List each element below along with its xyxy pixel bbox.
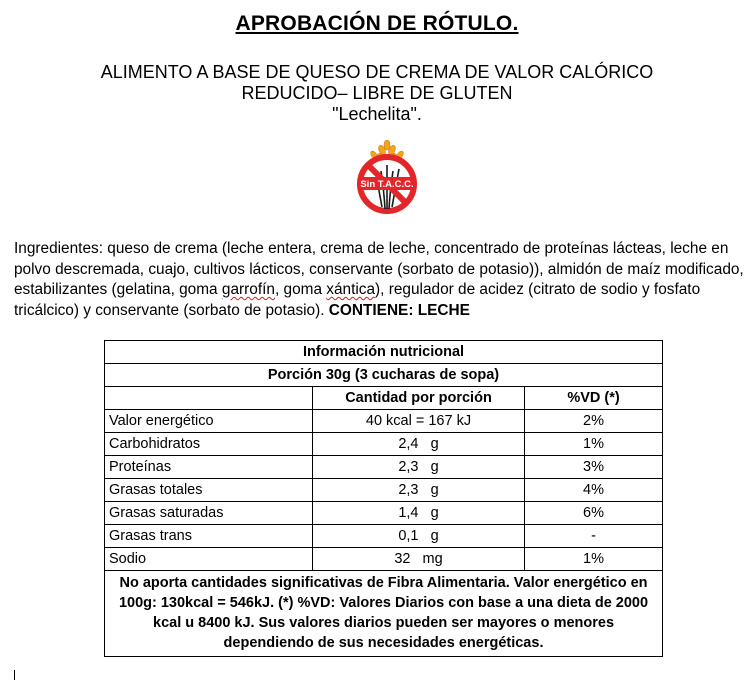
allergen-statement: CONTIENE: LECHE	[328, 301, 470, 319]
subtitle-line-2: REDUCIDO– LIBRE DE GLUTEN	[241, 83, 513, 103]
nutrient-name: Grasas trans	[105, 525, 313, 548]
nutrient-name: Carbohidratos	[105, 433, 313, 456]
nutrient-vd: -	[525, 525, 663, 548]
nutrient-vd: 2%	[525, 410, 663, 433]
column-header-amount: Cantidad por porción	[313, 387, 525, 410]
table-row	[105, 410, 663, 433]
nutrient-name: Valor energético	[105, 410, 313, 433]
ingredients-text-1: Ingredientes: queso de crema (leche entera, crema de leche, concentrado de proteínas lácteas, leche en polvo descremada, cuajo, cultivos lácticos, conservante (sorbato de potasio)), almidón de maíz modificado, estabilizantes (gelatina, goma	[14, 240, 744, 298]
wheat-crossed-icon	[355, 137, 419, 217]
table-row	[105, 433, 663, 456]
table-row	[105, 548, 663, 571]
ingredients-word-garrofin: garrofín	[221, 281, 275, 298]
nutrient-amount: 40 kcal = 167 kJ	[313, 410, 525, 433]
sin-tacc-logo	[355, 137, 419, 217]
nutrient-amount: 32 mg	[313, 548, 525, 571]
text-cursor-mark	[14, 670, 15, 680]
product-name: "Lechelita".	[332, 104, 422, 124]
nutrient-amount: 0,1 g	[313, 525, 525, 548]
table-row	[105, 502, 663, 525]
nutrition-table	[104, 340, 663, 657]
table-row	[105, 479, 663, 502]
nutrient-amount: 1,4 g	[313, 502, 525, 525]
nutrient-vd: 1%	[525, 433, 663, 456]
nutrient-amount: 2,3 g	[313, 479, 525, 502]
logo-text: Sin T.A.C.C.	[360, 179, 414, 190]
nutrient-name: Grasas totales	[105, 479, 313, 502]
table-row	[105, 456, 663, 479]
nutrient-name: Grasas saturadas	[105, 502, 313, 525]
nutrient-vd: 6%	[525, 502, 663, 525]
portion-size: Porción 30g (3 cucharas de sopa)	[105, 364, 663, 387]
nutrient-vd: 1%	[525, 548, 663, 571]
ingredients-paragraph	[14, 239, 746, 321]
product-description	[0, 62, 754, 125]
header-blank-cell	[105, 387, 313, 410]
table-row	[105, 525, 663, 548]
column-header-vd: %VD (*)	[525, 387, 663, 410]
ingredients-text-2: , goma	[274, 281, 327, 298]
nutrient-name: Proteínas	[105, 456, 313, 479]
nutrient-vd: 4%	[525, 479, 663, 502]
page-title: APROBACIÓN DE RÓTULO.	[235, 12, 519, 35]
nutrient-amount: 2,4 g	[313, 433, 525, 456]
subtitle-line-1: ALIMENTO A BASE DE QUESO DE CREMA DE VALOR CALÓRICO	[100, 62, 654, 82]
nutrition-footnote: No aporta cantidades significativas de Fibra Alimentaria. Valor energético en 100g: 130kcal = 546kJ. (*) %VD: Valores Diarios con base a una dieta de 2000 kcal u 8400 kJ. Sus valores diarios pueden ser mayores o menores dependiendo de sus necesidades energéticas.	[105, 571, 663, 657]
nutrient-name: Sodio	[105, 548, 313, 571]
nutrition-title: Información nutricional	[105, 341, 663, 364]
ingredients-word-xantica: xántica	[326, 281, 376, 298]
ingredients-text-3: ), regulador de acidez (citrato de sodio y fosfato tricálcico) y conservante (sorbato de potasio).	[14, 281, 701, 319]
nutrient-vd: 3%	[525, 456, 663, 479]
nutrient-amount: 2,3 g	[313, 456, 525, 479]
